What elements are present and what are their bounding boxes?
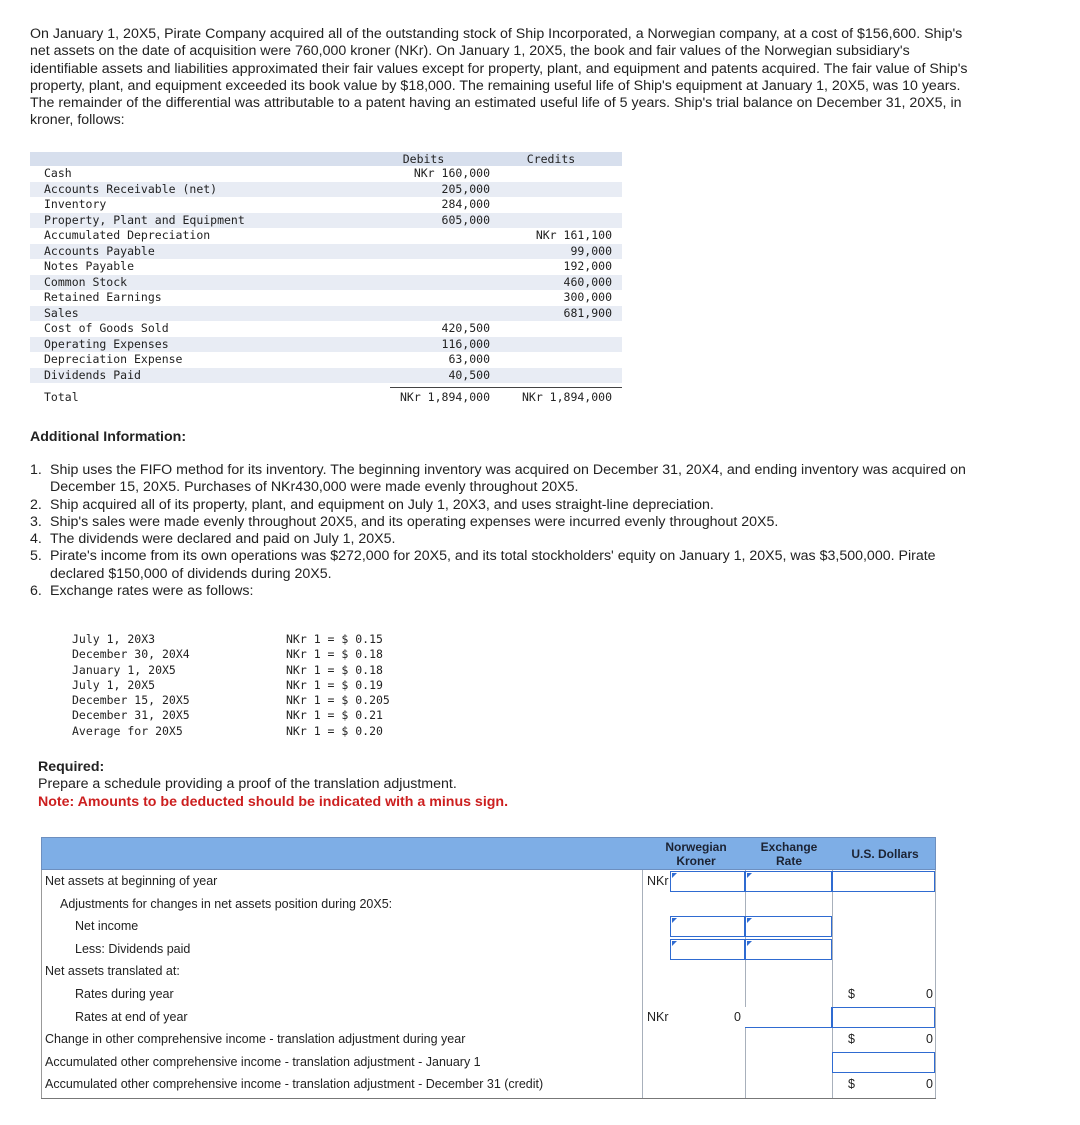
trial-balance-debit: 605,000 [441, 212, 490, 227]
rate-date: December 30, 20X4 [72, 647, 190, 662]
trial-balance-credit: 192,000 [563, 259, 612, 273]
trial-balance-credit: 99,000 [570, 243, 612, 258]
required-section [38, 759, 508, 811]
label-dividends-paid: Less: Dividends paid [75, 941, 191, 956]
trial-balance-debit [390, 228, 490, 244]
total-label: Total [44, 390, 79, 404]
additional-info-title: Additional Information: [30, 429, 187, 445]
trial-balance-account: Common Stock [44, 274, 128, 289]
trial-balance-credit [490, 321, 612, 337]
trial-balance-debit: 420,500 [441, 321, 490, 335]
label-aoci-jan1: Accumulated other comprehensive income - translation adjustment - January 1 [45, 1054, 481, 1069]
trial-balance-account: Cash [44, 166, 72, 180]
trial-balance-credit: NKr 161,100 [535, 228, 612, 242]
trial-balance-debit [390, 244, 490, 260]
trial-balance-credit: 300,000 [563, 290, 612, 304]
header-us-dollars: U.S. Dollars [851, 847, 919, 861]
label-net-assets-translated: Net assets translated at: [45, 964, 180, 979]
label-net-income: Net income [75, 919, 139, 934]
trial-balance-account: Accounts Payable [44, 243, 155, 258]
trial-balance-row [30, 197, 622, 213]
additional-info-item [30, 497, 975, 514]
row-aoci-jan1 [41, 1051, 936, 1074]
value-aoci-dec31-usd: 0 [926, 1077, 933, 1092]
trial-balance-debit: 284,000 [441, 197, 490, 211]
item-number: 4. [30, 531, 42, 548]
total-rule [390, 387, 622, 388]
additional-info-item [30, 514, 975, 531]
trial-balance-row [30, 182, 622, 198]
row-dividends-paid [41, 938, 936, 961]
header-norwegian-kroner: Norwegian Kroner [665, 840, 727, 868]
rate-value: NKr 1 = $ 0.20 [286, 723, 383, 738]
rate-date: December 15, 20X5 [72, 693, 190, 708]
trial-balance-debit [390, 290, 490, 306]
item-number: 6. [30, 583, 42, 600]
rate-date: July 1, 20X3 [72, 632, 156, 646]
trial-balance-account: Retained Earnings [44, 290, 162, 304]
exchange-rate-row [60, 708, 436, 723]
trial-balance-credit [490, 352, 612, 368]
dollar-symbol: $ [848, 986, 855, 1001]
exchange-rate-row [60, 647, 436, 662]
input-end-of-year-usd[interactable] [832, 1007, 935, 1028]
trial-balance-account: Operating Expenses [44, 336, 169, 351]
required-text: Prepare a schedule providing a proof of the translation adjustment. [38, 776, 457, 793]
trial-balance-row [30, 275, 622, 291]
nkr-symbol: NKr [647, 874, 669, 888]
row-rates-during-year [41, 983, 936, 1006]
item-number: 5. [30, 548, 42, 565]
rate-date: July 1, 20X5 [72, 677, 156, 692]
item-text: Exchange rates were as follows: [50, 583, 254, 600]
trial-balance-credit [490, 368, 612, 384]
trial-balance [30, 152, 622, 406]
rate-value: NKr 1 = $ 0.15 [286, 632, 383, 646]
label-aoci-dec31: Accumulated other comprehensive income - translation adjustment - December 31 (credit) [45, 1077, 544, 1092]
item-text: Pirate's income from its own operations was $272,000 for 20X5, and its total stockholders' equity on January 1, 20X5, was $3,500,000. Pirate declared $150,000 of dividends during 20X5. [50, 548, 936, 582]
item-text: The dividends were declared and paid on July 1, 20X5. [50, 531, 396, 548]
label-rates-during-year: Rates during year [75, 986, 174, 1001]
value-rates-during-year-usd: 0 [926, 986, 933, 1001]
required-title: Required: [38, 759, 105, 775]
item-number: 1. [30, 462, 42, 478]
item-number: 2. [30, 496, 42, 513]
trial-balance-credit [490, 213, 612, 229]
row-net-assets-translated [41, 960, 936, 983]
row-adjustments-heading [41, 893, 936, 916]
input-beginning-rate[interactable] [745, 871, 832, 892]
exchange-rates-table [60, 632, 436, 739]
input-net-income-nkr[interactable] [670, 916, 745, 937]
trial-balance-row [30, 337, 622, 353]
input-beginning-usd[interactable] [832, 871, 935, 892]
row-net-assets-beginning [41, 870, 936, 893]
additional-info-item [30, 548, 975, 583]
trial-balance-account: Sales [44, 305, 79, 320]
row-aoci-dec31 [41, 1073, 936, 1096]
trial-balance-credit [490, 166, 612, 182]
trial-balance-account: Dividends Paid [44, 367, 141, 382]
value-change-oci-usd: 0 [926, 1032, 933, 1047]
exchange-rate-row [60, 678, 436, 693]
required-note: Note: Amounts to be deducted should be indicated with a minus sign. [38, 793, 509, 810]
trial-balance-row [30, 259, 622, 275]
nkr-symbol: NKr [647, 1009, 669, 1024]
trial-balance-row [30, 228, 622, 244]
trial-balance-row [30, 166, 622, 182]
exchange-rate-row [60, 663, 436, 678]
trial-balance-credit [490, 182, 612, 198]
trial-balance-row [30, 368, 622, 384]
label-net-assets-beginning: Net assets at beginning of year [45, 874, 218, 888]
label-adjustments: Adjustments for changes in net assets position during 20X5: [60, 896, 393, 911]
row-rates-end-of-year [41, 1006, 936, 1029]
total-credit: NKr 1,894,000 [521, 390, 612, 404]
input-marker-icon [747, 941, 752, 946]
label-change-oci: Change in other comprehensive income - translation adjustment during year [45, 1032, 466, 1047]
exchange-rate-row [60, 693, 436, 708]
trial-balance-row [30, 306, 622, 322]
problem-intro: On January 1, 20X5, Pirate Company acquired all of the outstanding stock of Ship Incorporated, a Norwegian company, at a cost of $156,600. Ship's net assets on the date of acquisition were 760,000 kroner (NKr). On January 1, 20X5, the book and fair values of the Norwegian subsidiary's identifiable assets and liabilities approximated their fair values except for property, plant, and equipment and patents acquired. The fair value of Ship's property, plant, and equipment exceeded its book value by $18,000. The remaining useful life of Ship's equipment at January 1, 20X5, was 10 years. The remainder of the differential was attributable to a patent having an estimated useful life of 5 years. Ship's trial balance on December 31, 20X5, in kroner, follows: [30, 26, 968, 129]
additional-info-item [30, 583, 975, 600]
trial-balance-row [30, 352, 622, 368]
row-change-oci [41, 1028, 936, 1051]
input-dividends-rate[interactable] [745, 939, 832, 960]
trial-balance-account: Accumulated Depreciation [44, 228, 211, 242]
rate-date: December 31, 20X5 [72, 708, 190, 723]
input-marker-icon [747, 918, 752, 923]
additional-info-item [30, 462, 975, 497]
trial-balance-account: Property, Plant and Equipment [44, 212, 245, 227]
input-dividends-nkr[interactable] [670, 939, 745, 960]
input-marker-icon [672, 941, 677, 946]
trial-balance-credit: 681,900 [563, 305, 612, 320]
item-text: Ship's sales were made evenly throughout 20X5, and its operating expenses were incurred evenly throughout 20X5. [50, 513, 779, 530]
item-text: Ship uses the FIFO method for its inventory. The beginning inventory was acquired on December 31, 20X4, and ending inventory was acquired on December 15, 20X5. Purchases of NKr430,000 were made evenly throughout 20X5. [50, 462, 966, 496]
debits-header: Debits [402, 152, 445, 166]
trial-balance-debit: 205,000 [441, 181, 490, 196]
trial-balance-debit: NKr 160,000 [413, 166, 490, 180]
input-net-income-rate[interactable] [745, 916, 832, 937]
exchange-rate-row [60, 724, 436, 739]
trial-balance-total [30, 389, 622, 406]
dollar-symbol: $ [848, 1077, 855, 1092]
header-exchange-rate: Exchange Rate [760, 840, 818, 868]
total-debit: NKr 1,894,000 [399, 390, 490, 404]
input-marker-icon [747, 873, 752, 878]
trial-balance-debit: 63,000 [448, 352, 490, 366]
trial-balance-debit [390, 259, 490, 275]
trial-balance-row [30, 321, 622, 337]
trial-balance-row [30, 244, 622, 260]
input-marker-icon [672, 918, 677, 923]
rate-value: NKr 1 = $ 0.21 [286, 708, 383, 723]
trial-balance-credit: 460,000 [563, 274, 612, 289]
trial-balance-row [30, 290, 622, 306]
label-rates-end-of-year: Rates at end of year [75, 1009, 188, 1024]
dollar-symbol: $ [848, 1032, 855, 1047]
value-end-of-year-nkr: 0 [734, 1009, 741, 1024]
trial-balance-account: Inventory [44, 197, 107, 211]
row-net-income [41, 915, 936, 938]
trial-balance-credit [490, 337, 612, 353]
trial-balance-account: Cost of Goods Sold [44, 321, 169, 335]
trial-balance-account: Notes Payable [44, 259, 135, 273]
trial-balance-debit: 40,500 [448, 367, 490, 382]
item-text: Ship acquired all of its property, plant, and equipment on July 1, 20X3, and uses straight-line depreciation. [50, 496, 714, 513]
rate-date: January 1, 20X5 [72, 662, 176, 677]
trial-balance-account: Depreciation Expense [44, 352, 183, 366]
translation-schedule [41, 837, 936, 1099]
input-marker-icon [672, 873, 677, 878]
input-aoci-jan1-usd[interactable] [832, 1052, 935, 1073]
trial-balance-header [30, 152, 622, 166]
trial-balance-debit: 116,000 [441, 336, 490, 351]
rate-date: Average for 20X5 [72, 723, 183, 738]
rate-value: NKr 1 = $ 0.19 [286, 677, 383, 692]
trial-balance-credit [490, 197, 612, 213]
schedule-header [41, 837, 936, 870]
trial-balance-account: Accounts Receivable (net) [44, 181, 218, 196]
exchange-rate-row [60, 632, 436, 647]
trial-balance-row [30, 213, 622, 229]
trial-balance-debit [390, 275, 490, 291]
rate-value: NKr 1 = $ 0.205 [286, 693, 390, 708]
rate-value: NKr 1 = $ 0.18 [286, 662, 383, 677]
input-beginning-nkr[interactable] [670, 871, 745, 892]
trial-balance-debit [390, 306, 490, 322]
credits-header: Credits [526, 152, 576, 166]
item-number: 3. [30, 513, 42, 530]
rate-value: NKr 1 = $ 0.18 [286, 647, 383, 662]
additional-info-item [30, 531, 975, 548]
additional-info-list [30, 462, 975, 600]
